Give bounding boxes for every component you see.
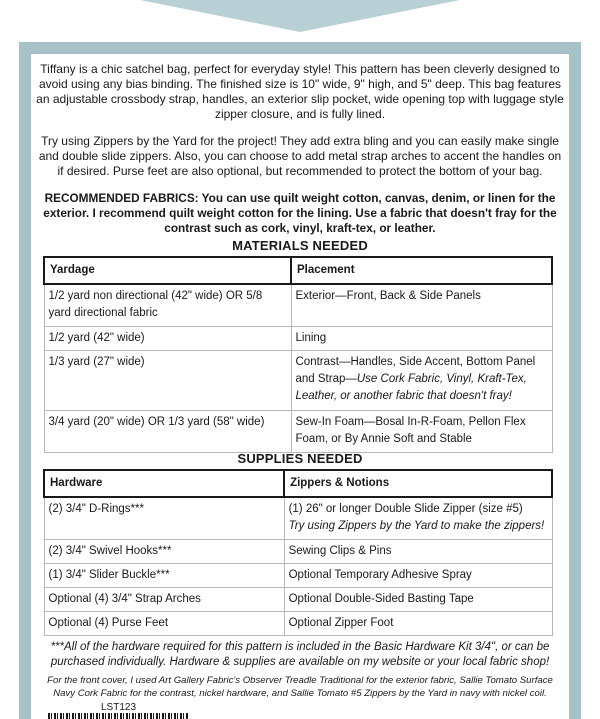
intro-paragraph-2: Try using Zippers by the Yard for the project! They add extra bling and you can easily make single and double slide zippers. Also, you can choose to add metal strap arches to accent the handles on if desired. Purse feet are also optional, but recommended to protect the bottom of your bag. <box>38 134 562 178</box>
hardware-cell: Optional (4) 3/4" Strap Arches <box>44 587 284 611</box>
placement-cell: Lining <box>291 326 552 350</box>
cover-credit: For the front cover, I used Art Gallery Fabric's Observer Treadle Traditional for the exterior fabric, Sallie Tomato Surface Navy Cork Fabric for the contrast, nickel hardware, and Sallie Tomato #5 Zippers by the Yard in navy with nickel coil. <box>47 675 553 699</box>
placement-cell <box>291 350 552 410</box>
materials-table <box>43 256 553 453</box>
recommended-fabrics: RECOMMENDED FABRICS: You can use quilt weight cotton, canvas, denim, or linen for the exterior. I recommend quilt weight cotton for the lining. Use a fabric that doesn't fray for the contrast such as cork, vinyl, kraft-tex, or leather. <box>43 191 557 235</box>
table-row <box>44 284 552 326</box>
supplies-table <box>43 469 553 636</box>
table-row <box>44 587 552 611</box>
supplies-title: SUPPLIES NEEDED <box>237 451 363 466</box>
pattern-code: LST123 <box>101 702 137 713</box>
header-hardware: Hardware <box>44 470 284 497</box>
hardware-note: ***All of the hardware required for this pattern is included in the Basic Hardware Kit 3/4", or can be purchased individually. Hardware & supplies are available on my website or your local fabric shop! <box>50 641 550 668</box>
header-notions: Zippers & Notions <box>284 470 552 497</box>
notions-cell: Optional Zipper Foot <box>284 611 552 635</box>
yardage-cell: 1/3 yard (27" wide) <box>44 350 291 410</box>
header-yardage: Yardage <box>44 257 291 284</box>
placement-text: Contrast—Handles, Side Accent, Bottom Panel and Strap— <box>295 355 536 385</box>
notions-cell: Sewing Clips & Pins <box>284 539 552 563</box>
hardware-cell: (1) 3/4" Slider Buckle*** <box>44 563 284 587</box>
table-header-row <box>44 470 552 497</box>
notions-cell <box>284 497 552 539</box>
materials-title: MATERIALS NEEDED <box>232 238 368 253</box>
hardware-cell: Optional (4) Purse Feet <box>44 611 284 635</box>
table-row <box>44 611 552 635</box>
yardage-cell: 3/4 yard (20" wide) OR 1/3 yard (58" wide) <box>44 410 291 452</box>
table-row <box>44 539 552 563</box>
table-row <box>44 350 552 410</box>
notions-note: Try using Zippers by the Yard to make the zippers! <box>288 520 545 532</box>
notions-text: (1) 26" or longer Double Slide Zipper (size #5) <box>288 503 523 515</box>
table-row <box>44 410 552 452</box>
yardage-cell: 1/2 yard non directional (42" wide) OR 5/8 yard directional fabric <box>44 284 291 326</box>
top-chevron <box>0 0 600 34</box>
intro-text <box>36 62 564 236</box>
table-row <box>44 326 552 350</box>
barcode-strip <box>48 713 188 719</box>
intro-paragraph-1: Tiffany is a chic satchel bag, perfect for everyday style! This pattern has been cleverly designed to avoid using any bias binding. The finished size is 10" wide, 9" high, and 5" deep. This bag features an adjustable crossbody strap, handles, an exterior slip pocket, wide opening top with luggage style zipper closure, and is fully lined. <box>36 62 564 121</box>
table-header-row <box>44 257 552 284</box>
table-row <box>44 563 552 587</box>
hardware-cell: (2) 3/4" Swivel Hooks*** <box>44 539 284 563</box>
table-row <box>44 497 552 539</box>
header-placement: Placement <box>291 257 552 284</box>
hardware-cell: (2) 3/4" D-Rings*** <box>44 497 284 539</box>
notions-cell: Optional Temporary Adhesive Spray <box>284 563 552 587</box>
placement-cell: Sew-In Foam—Bosal In-R-Foam, Pellon Flex Foam, or By Annie Soft and Stable <box>291 410 552 452</box>
placement-note: Use Cork Fabric, Vinyl, Kraft-Tex, Leather, or another fabric that doesn't fray! <box>295 372 527 402</box>
notions-cell: Optional Double-Sided Basting Tape <box>284 587 552 611</box>
yardage-cell: 1/2 yard (42" wide) <box>44 326 291 350</box>
placement-cell: Exterior—Front, Back & Side Panels <box>291 284 552 326</box>
